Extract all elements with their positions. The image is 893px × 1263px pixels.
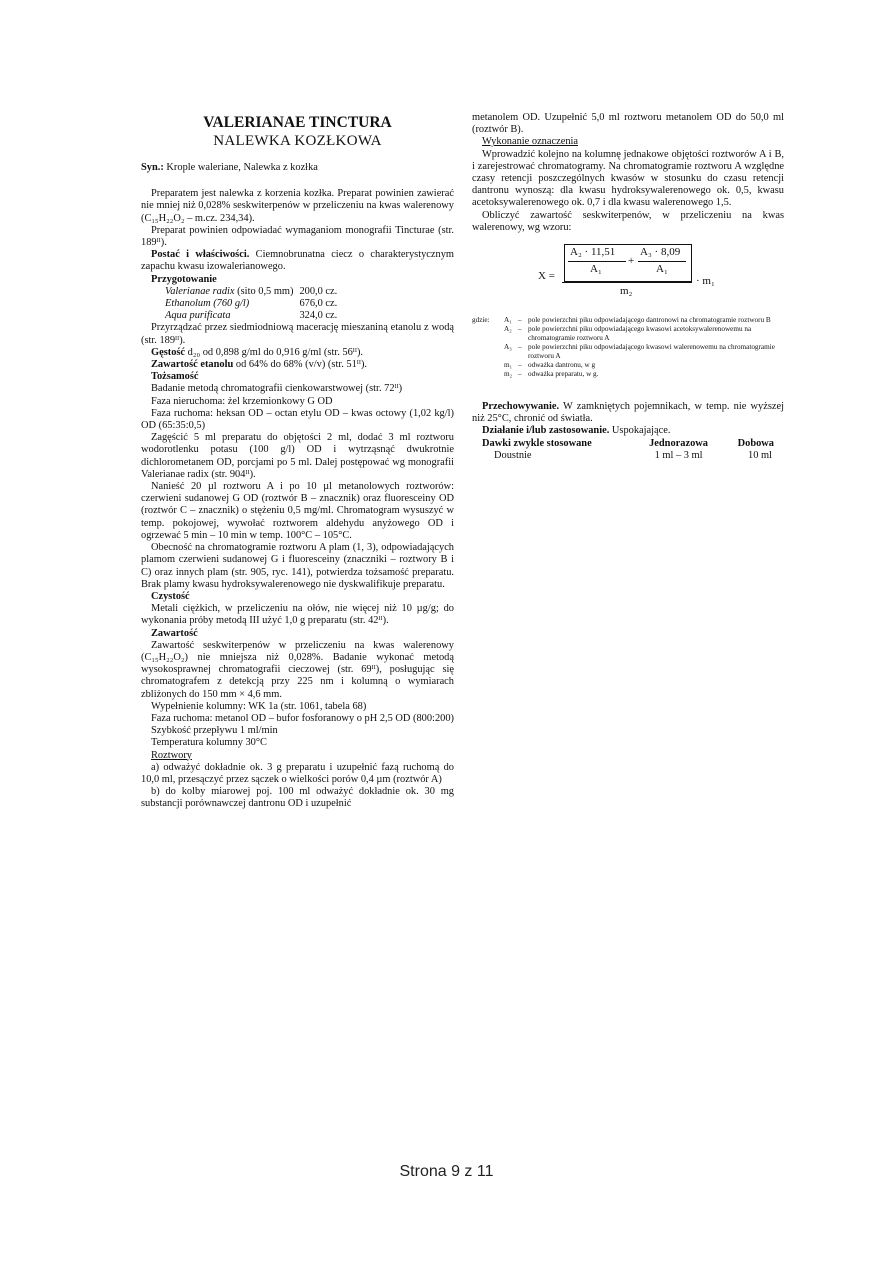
postac-label: Postać i właściwości. [151,249,250,261]
dose-table [482,438,780,462]
preparation-row [165,310,389,322]
etanol-paragraph [141,359,454,371]
formula-term-1: A₂ · 11,51 [570,246,616,259]
page-number: Strona 9 z 11 [399,1163,494,1180]
tozsamosc-heading: Tożsamość [151,371,199,383]
continuation-text: metanolem OD. Uzupełnić 5,0 ml roztworu metanolem OD do 50,0 ml (roztwór B). [472,112,784,136]
formula [472,242,784,310]
przechowywanie-text: W zamkniętych pojemnikach, w temp. nie wyższej niż 25°C, chronić od światła. [472,401,784,425]
ingredient-name: Ethanolum (760 g/l) [165,298,250,310]
zawartosc-paragraph: Zawartość seskwiterpenów w przeliczeniu na kwas walerenowy (C₁₅H₂₂O₂) nie mniejsza niż 0,028%. Badanie wykonać metodą wysokosprawnej chromatografii cieczowej (str. 69ᴵᴵ), posługując się chromatografem z detekcją przy 225 nm i kolumną o wymiarach zbliżonych do 150 mm × 4,6 mm. [141,639,454,700]
formula-plus: + [628,255,635,268]
legend-text: odważka dantronu, w g [528,361,596,370]
ingredient-name: Valerianae radix (sito 0,5 mm) [165,285,294,297]
zawartosc-paragraph: Szybkość przepływu 1 ml/min [151,725,278,737]
left-column [141,112,454,811]
czystosc-text: Metali ciężkich, w przeliczeniu na ołów, nie więcej niż 10 µg/g; do wykonania próby metodą III użyć 1,0 g preparatu (str. 42ᴵᴵ). [141,603,454,627]
formula-intro: Obliczyć zawartość seskwiterpenów, w przeliczeniu na kwas walerenowy, wg wzoru: [472,209,784,233]
gestosc-label: Gęstość [151,346,186,358]
legend-text: pole powierzchni piku odpowiadającego dantronowi na chromatogramie roztworu B [528,316,771,325]
ingredient-amount: 200,0 cz. [299,285,338,297]
czystosc-heading: Czystość [151,590,190,602]
gestosc-paragraph [141,347,454,359]
gestosc-text: d₂₀ od 0,898 g/ml do 0,916 g/ml (str. 56ᴵᴵ). [187,346,364,358]
formula-denominator-2: A₁ [656,263,668,276]
legend-text: odważka preparatu, w g. [528,370,599,379]
dzialanie-text: Uspokajające. [611,425,671,437]
tozsamosc-paragraph: Faza nieruchoma: żel krzemionkowy G OD [151,395,333,407]
formula-fraction-bar-2 [638,261,686,262]
wykonanie-paragraph: Wprowadzić kolejno na kolumnę jednakowe objętości roztworów A i B, i zarejestrować chromatogramy. Na chromatogramie roztworu A względne czasy retencji poszczególnych kwasów w stosunku do czasu retencji dantronu wynoszą: dla kwasu hydroksywalerenowego ok. 0,5, kwasu acetoksywalerenowego ok. 0,7 i dla kwasu walerenowego 1,5. [472,148,784,209]
legend-symbol: A₁ [504,316,512,325]
dose-header-label: Dawki zwykle stosowane [482,437,592,449]
roztwory-heading: Roztwory [151,749,192,761]
formula-x: X = [538,270,555,283]
tozsamosc-paragraph: Faza ruchoma: heksan OD – octan etylu OD – kwas octowy (1,02 kg/l) OD (65:35:0,5) [141,407,454,432]
przechowywanie-paragraph [472,401,784,425]
legend-row: m₂ – odważka preparatu, w g. [472,370,784,379]
postac-text: Ciemnobrunatna ciecz o charakterystycznym zapachu kwasu izowalerianowego. [141,249,454,273]
formula-term-2: A₃ · 8,09 [640,246,681,259]
zawartosc-heading: Zawartość [151,627,198,639]
formula-legend [472,316,784,379]
ingredient-amount: 676,0 cz. [299,298,338,310]
legend-row: A₂ – pole powierzchni piku odpowiadającego kwasowi acetoksywalerenowemu na chromatogramie roztworu A [472,325,784,343]
etanol-text: od 64% do 68% (v/v) (str. 51ᴵᴵ). [235,359,368,371]
formula-fraction-bar-1 [568,261,626,262]
formula-main-bar [562,282,692,283]
intro-paragraph-1: Preparatem jest nalewka z korzenia kozłka. Preparat powinien zawierać nie mniej niż 0,028% seskwiterpenów w przeliczeniu na kwas walerenowy (C₁₅H₂₂O₂ – m.cz. 234,34). [141,188,454,224]
formula-denominator-1: A₁ [590,263,602,276]
zawartosc-paragraph: Temperatura kolumny 30°C [151,737,267,749]
formula-main-denominator: m₂ [620,285,633,298]
zawartosc-paragraph: Faza ruchoma: metanol OD – bufor fosforanowy o pH 2,5 OD (800:200) [151,712,454,724]
przygotowanie-heading: Przygotowanie [151,273,217,285]
legend-label: gdzie: [472,316,490,325]
right-column [472,112,784,462]
legend-row: m₁ – odważka dantronu, w g [472,361,784,370]
roztwor-b-text: b) do kolby miarowej poj. 100 ml odważyć dokładnie ok. 30 mg substancji porównawczej dantronu OD i uzupełnić [141,786,454,810]
dose-single: 1 ml – 3 ml [654,449,703,461]
roztwor-a-text: a) odważyć dokładnie ok. 3 g preparatu i uzupełnić fazą ruchomą do 10,0 ml, przesączyć przez sączek o wielkości porów 0,4 µm (roztwór A) [141,761,454,785]
dose-header-single: Jednorazowa [649,437,708,449]
tozsamosc-paragraph: Badanie metodą chromatografii cienkowarstwowej (str. 72ᴵᴵ) [151,383,403,395]
formula-multiplier: · m₁ [696,275,715,288]
wykonanie-heading: Wykonanie oznaczenia [482,136,579,148]
dose-header-row [482,438,780,450]
legend-row: A₃ – pole powierzchni piku odpowiadającego kwasowi walerenowemu na chromatogramie roztworu A [472,343,784,361]
etanol-label: Zawartość etanolu [151,359,234,371]
legend-row: gdzie: A₁ – pole powierzchni piku odpowiadającego dantronowi na chromatogramie roztworu B [472,316,784,325]
dose-header-daily: Dobowa [737,437,774,449]
postac-paragraph [141,249,454,273]
legend-symbol: m₂ [504,370,513,379]
tozsamosc-paragraph: Zagęścić 5 ml preparatu do objętości 2 ml, dodać 3 ml roztworu wodorotlenku potasu (100 g/l) OD i wytrząsnąć dwukrotnie dichlorometanem OD, porcjami po 5 ml. Dalej postępować wg monografii Valerianae radix (str. 904ᴵᴵ). [141,432,454,480]
legend-symbol: A₂ [504,325,512,334]
synonyms [141,162,454,174]
synonyms-label: Syn.: [141,162,164,173]
legend-symbol: A₃ [504,343,512,352]
przechowywanie-label: Przechowywanie. [482,401,560,413]
tozsamosc-paragraph: Obecność na chromatogramie roztworu A plam (1, 3), odpowiadających plamom czerwieni sudanowej G i fluoresceiny (znaczniki – roztwory B i C) oraz innych plam (str. 905, ryc. 141), potwierdza tożsamość preparatu. Brak plamy kwasu hydroksywalerenowego nie dyskwalifikuje preparatu. [141,542,454,590]
intro-paragraph-2: Preparat powinien odpowiadać wymaganiom monografii Tincturae (str. 189ᴵᴵ). [141,224,454,249]
dose-route: Doustnie [494,449,532,461]
dzialanie-paragraph [472,425,784,437]
legend-text: pole powierzchni piku odpowiadającego kwasowi walerenowemu na chromatogramie roztworu A [528,343,775,361]
ingredient-amount: 324,0 cz. [299,310,338,322]
monograph-subtitle: NALEWKA KOZŁKOWA [213,133,382,149]
legend-symbol: m₁ [504,361,513,370]
dose-row [482,450,780,462]
monograph-title: VALERIANAE TINCTURA [203,114,392,131]
legend-text: pole powierzchni piku odpowiadającego kwasowi acetoksywalerenowemu na chromatogramie roztworu A [528,325,752,343]
tozsamosc-paragraph: Nanieść 20 µl roztworu A i po 10 µl metanolowych roztworów: czerwieni sudanowej G OD (roztwór B – znacznik) oraz fluoresceiny OD (roztwór C – znacznik) o stężeniu 0,5 mg/ml. Chromatogram wysuszyć w temp. pokojowej, wywołać roztworem aldehydu anyżowego OD i ogrzewać 5 min – 10 min w temp. 100°C – 105°C. [141,481,454,541]
preparation-row [165,298,389,310]
dose-daily: 10 ml [748,449,772,461]
dzialanie-label: Działanie i/lub zastosowanie. [482,425,610,437]
preparation-table [165,286,389,323]
przygotowanie-text: Przyrządzać przez siedmiodniową macerację mieszaniną etanolu z wodą (str. 189ᴵᴵ). [141,322,454,346]
preparation-row [165,286,389,298]
zawartosc-paragraph: Wypełnienie kolumny: WK 1a (str. 1061, tabela 68) [151,700,367,712]
ingredient-name: Aqua purificata [165,310,231,322]
synonyms-text: Krople waleriane, Nalewka z kozłka [166,162,318,173]
